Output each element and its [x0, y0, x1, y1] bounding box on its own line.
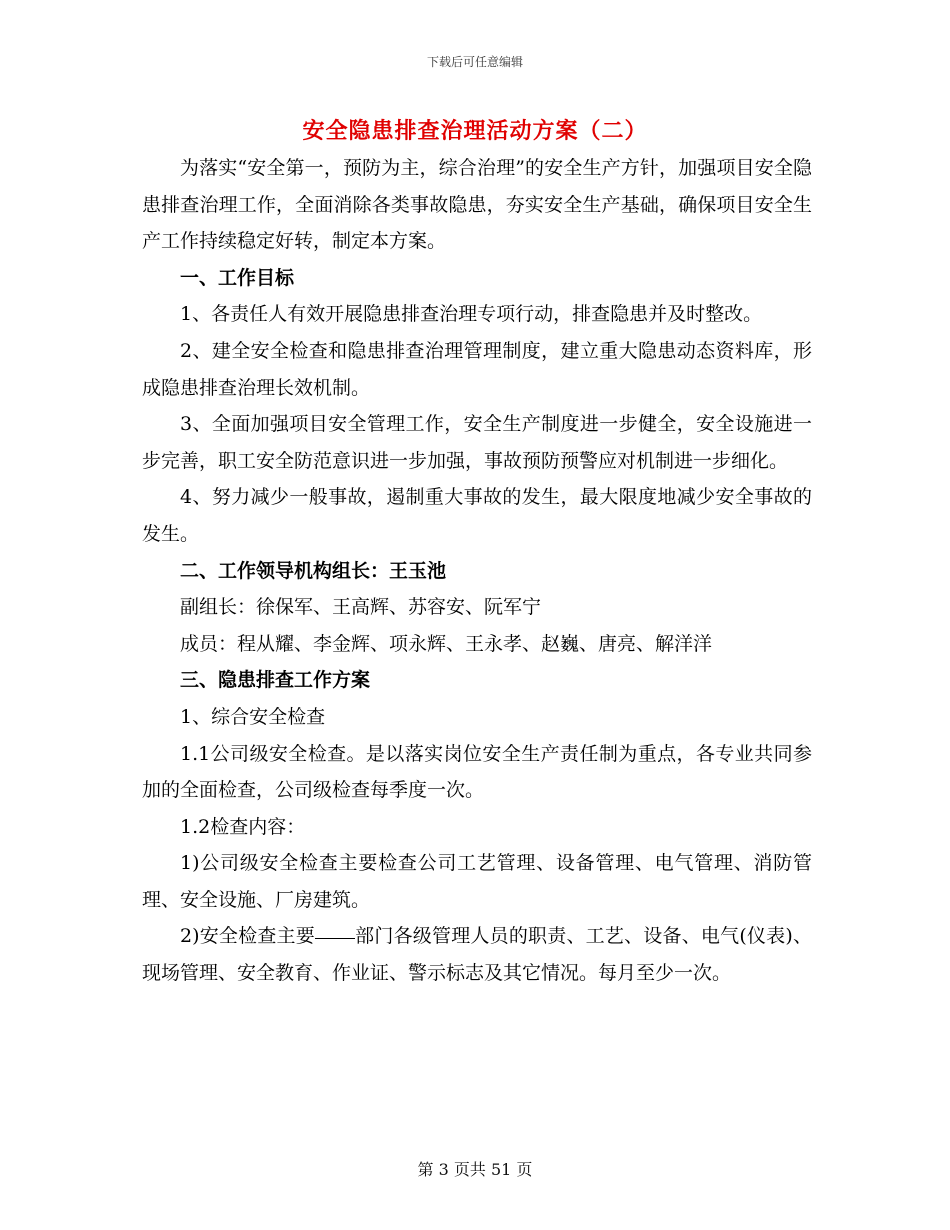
goal-item-1: 1、各责任人有效开展隐患排查治理专项行动，排查隐患并及时整改。 [180, 303, 763, 326]
page-footer: 第 3 页共 51 页 [417, 1160, 533, 1179]
intro-paragraph: 为落实“安全第一，预防为主，综合治理”的安全生产方针，加强项目安全隐患排查治理工作，全面消除各类事故隐患，夯实安全生产基础，确保项目安全生产工作持续稳定好转，制定本方案。 [142, 157, 812, 253]
check-item-2-start: 2)安全检查主要 [180, 925, 315, 948]
goal-item-3: 3、全面加强项目安全管理工作，安全生产制度进一步健全，安全设施进一步完善，职工安全防范意识进一步加强，事故预防预警应对机制进一步细化。 [142, 413, 812, 472]
check-item-2-rest: 部门各级管理人员的职责、工艺、设备、电气(仪表)、现场管理、安全教育、作业证、警示标志及其它情况。每月至少一次。 [142, 925, 812, 985]
subsection-comprehensive-check: 1、综合安全检查 [180, 705, 326, 728]
goal-item-4: 4、努力减少一般事故，遏制重大事故的发生，最大限度地减少安全事故的发生。 [142, 486, 812, 545]
check-item-1: 1)公司级安全检查主要检查公司工艺管理、设备管理、电气管理、消防管理、安全设施、厂房建筑。 [142, 852, 812, 911]
check-item-2 [142, 918, 812, 991]
document-title: 安全隐患排查治理活动方案（二） [302, 118, 648, 144]
goal-item-2: 2、建全安全检查和隐患排查治理管理制度，建立重大隐患动态资料库，形成隐患排查治理长效机制。 [142, 339, 812, 399]
header-note: 下载后可任意编辑 [426, 55, 523, 69]
vice-leaders: 副组长：徐保军、王高辉、苏容安、阮军宁 [180, 596, 542, 619]
document-body [142, 150, 812, 992]
section-heading-goals: 一、工作目标 [180, 266, 295, 289]
blank-underline [315, 937, 355, 939]
item-1-1: 1.1公司级安全检查。是以落实岗位安全生产责任制为重点，各专业共同参加的全面检查，公司级检查每季度一次。 [142, 742, 812, 802]
item-1-2: 1.2检查内容： [180, 815, 306, 838]
section-heading-plan: 三、隐患排查工作方案 [180, 669, 371, 692]
section-heading-leadership: 二、工作领导机构组长：王玉池 [180, 559, 447, 582]
members: 成员：程从耀、李金辉、项永辉、王永孝、赵巍、唐亮、解洋洋 [180, 632, 713, 655]
